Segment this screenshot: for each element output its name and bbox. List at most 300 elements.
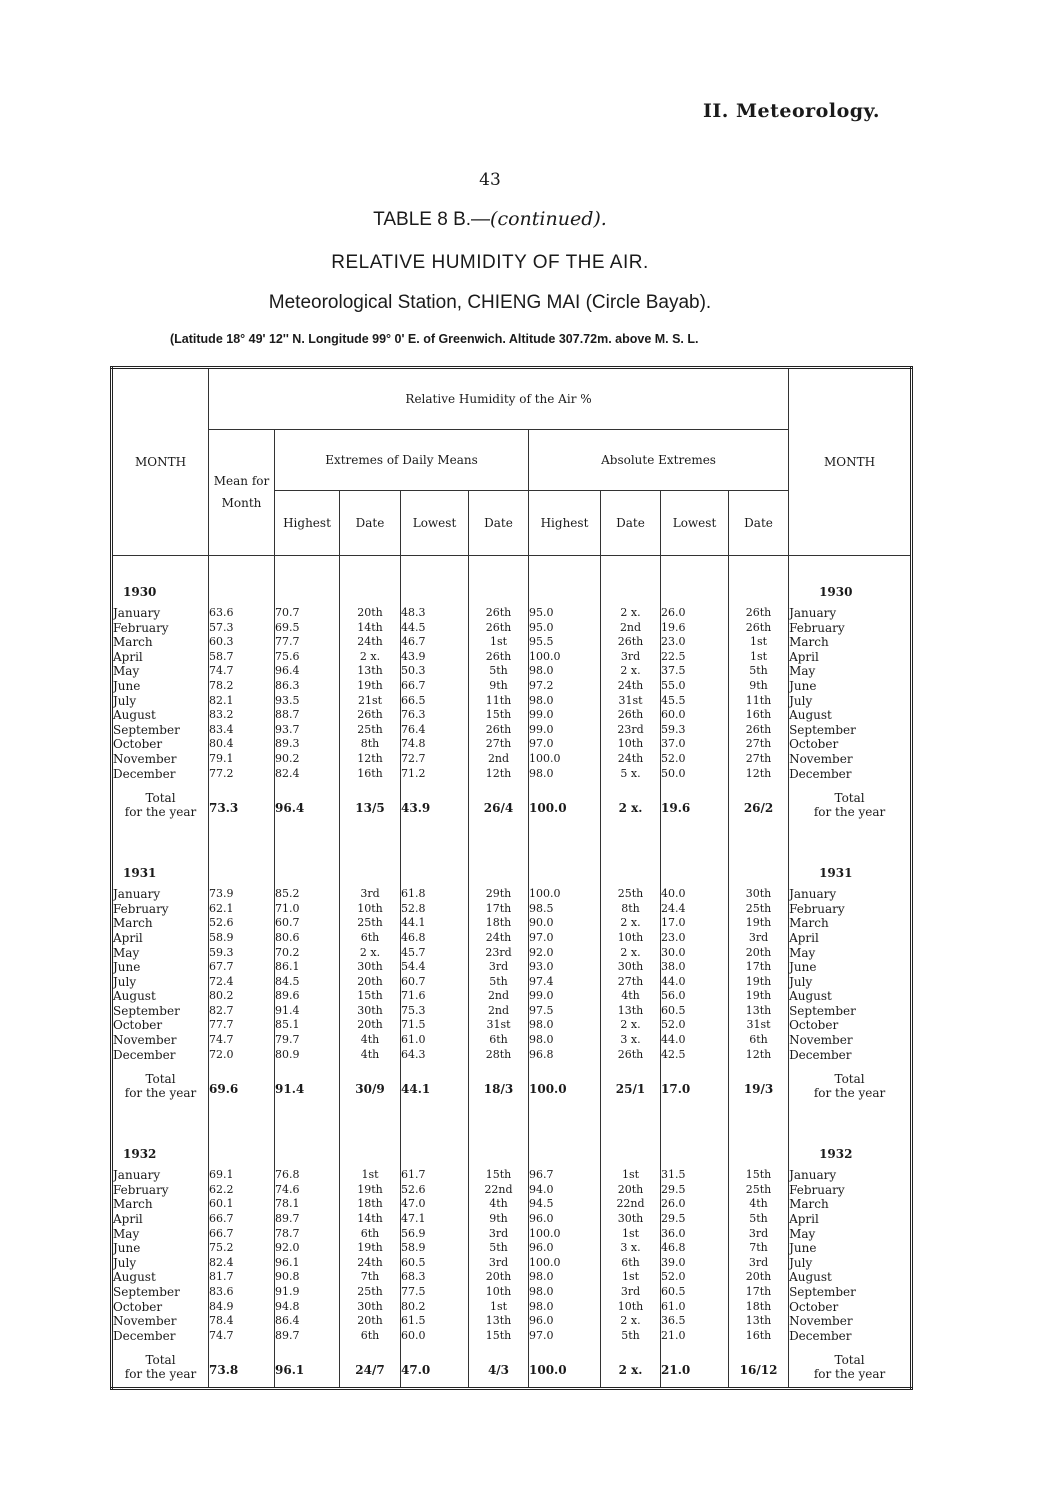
table-cell: 12th bbox=[745, 766, 772, 780]
year-spacer bbox=[661, 578, 728, 606]
table-cell: 23rd bbox=[485, 945, 512, 959]
month-label: April bbox=[113, 649, 143, 664]
table-cell: 1st bbox=[489, 1299, 508, 1313]
table-cell: 61.0 bbox=[401, 1033, 426, 1047]
month-label: February bbox=[789, 1182, 845, 1197]
month-label: July bbox=[113, 1255, 137, 1270]
header-ed-highest-date: Date bbox=[340, 491, 401, 556]
table-cell: 29.5 bbox=[661, 1182, 686, 1196]
table-cell: 20th bbox=[357, 974, 383, 988]
header-ed-highest: Highest bbox=[275, 491, 340, 556]
table-cell: 2 x. bbox=[620, 916, 641, 930]
table-cell: 24th bbox=[357, 1255, 383, 1269]
year-block-1931 bbox=[275, 859, 339, 1140]
year-block-1930 bbox=[275, 578, 339, 859]
header-month-left: MONTH bbox=[112, 368, 209, 556]
month-label: January bbox=[789, 1168, 837, 1183]
table-cell: 1st bbox=[621, 1270, 640, 1284]
table-cell: 24th bbox=[617, 678, 644, 692]
month-label: September bbox=[789, 1285, 856, 1299]
total-value: 100.0 bbox=[529, 1082, 567, 1097]
table-cell: 25th bbox=[617, 887, 644, 901]
table-cell: 7th bbox=[360, 1270, 380, 1284]
table-cell: 98.0 bbox=[529, 1270, 554, 1284]
table-cell: 18th bbox=[485, 916, 512, 930]
table-cell: 96.0 bbox=[529, 1212, 554, 1226]
year-gap bbox=[661, 825, 728, 859]
table-cell: 91.4 bbox=[275, 1003, 300, 1017]
table-cell: 2 x. bbox=[620, 1018, 641, 1032]
table-cell: 13th bbox=[745, 1003, 772, 1017]
table-cell: 6th bbox=[360, 1226, 380, 1240]
table-cell: 2 x. bbox=[620, 945, 641, 959]
table-cell: 86.1 bbox=[275, 960, 300, 974]
table-cell: 83.2 bbox=[209, 708, 234, 722]
year-spacer bbox=[209, 1140, 274, 1168]
table-cell: 82.7 bbox=[209, 1003, 234, 1017]
table-cell: 98.0 bbox=[529, 1018, 554, 1032]
table-cell: 8th bbox=[621, 901, 640, 915]
total-label bbox=[789, 1072, 910, 1106]
table-cell: 3rd bbox=[748, 1226, 769, 1240]
table-cell: 71.5 bbox=[401, 1018, 426, 1032]
year-label: 1931 bbox=[123, 866, 157, 881]
table-cell: 71.6 bbox=[401, 989, 426, 1003]
table-cell: 54.4 bbox=[401, 960, 426, 974]
table-cell: 19th bbox=[745, 916, 772, 930]
table-cell: 26th bbox=[357, 708, 383, 722]
total-label bbox=[113, 1353, 208, 1387]
year-block-1931 bbox=[469, 859, 528, 1140]
total-value: 91.4 bbox=[275, 1082, 305, 1097]
table-cell: 22nd bbox=[484, 1182, 513, 1196]
table-cell: 98.0 bbox=[529, 1285, 554, 1298]
table-cell: 6th bbox=[621, 1255, 640, 1269]
month-label: November bbox=[789, 1314, 853, 1329]
header-absolute-extremes: Absolute Extremes bbox=[529, 430, 789, 491]
year-gap bbox=[275, 825, 339, 859]
month-label: August bbox=[113, 1270, 156, 1285]
table-cell: 16th bbox=[357, 766, 383, 780]
table-cell: 93.7 bbox=[275, 722, 300, 736]
table-cell: 44.5 bbox=[401, 620, 426, 634]
table-cell: 43.9 bbox=[401, 649, 426, 663]
table-cell: 30th bbox=[357, 960, 383, 974]
table-cell: 37.5 bbox=[661, 664, 686, 678]
month-label: July bbox=[789, 1255, 813, 1270]
table-cell: 90.8 bbox=[275, 1270, 300, 1284]
total-value: 69.6 bbox=[209, 1082, 239, 1097]
table-cell: 47.0 bbox=[401, 1197, 426, 1211]
year-block-1932 bbox=[401, 1140, 468, 1387]
table-cell: 25th bbox=[357, 1285, 383, 1298]
year-block-1931 bbox=[401, 859, 468, 1140]
table-cell: 83.6 bbox=[209, 1285, 234, 1298]
year-gap bbox=[340, 825, 400, 859]
month-label: July bbox=[113, 974, 137, 989]
month-label: August bbox=[789, 1270, 832, 1285]
year-gap bbox=[275, 1106, 339, 1140]
year-block-1931 bbox=[113, 859, 208, 1140]
table-cell: 10th bbox=[357, 901, 383, 915]
table-cell: 80.2 bbox=[209, 989, 234, 1003]
year-label: 1930 bbox=[123, 585, 157, 599]
col-ab-highest-date bbox=[601, 556, 661, 1389]
table-cell: 21.0 bbox=[661, 1328, 686, 1342]
table-cell: 28th bbox=[485, 1047, 512, 1061]
year-spacer bbox=[469, 859, 528, 887]
total-value: 24/7 bbox=[355, 1363, 385, 1378]
table-cell: 24th bbox=[485, 930, 512, 944]
table-cell: 71.2 bbox=[401, 766, 426, 780]
table-cell: 77.5 bbox=[401, 1285, 426, 1298]
month-label: March bbox=[789, 635, 829, 650]
table-cell: 98.0 bbox=[529, 693, 554, 707]
total-value: 43.9 bbox=[401, 801, 431, 816]
month-label: October bbox=[789, 1018, 839, 1033]
year-spacer bbox=[529, 859, 600, 887]
month-label: April bbox=[789, 1212, 819, 1227]
year-block-1930 bbox=[113, 578, 208, 859]
table-cell: 76.4 bbox=[401, 722, 426, 736]
year-gap bbox=[729, 825, 788, 859]
table-cell: 10th bbox=[617, 737, 644, 751]
table-cell: 92.0 bbox=[529, 945, 554, 959]
table-cell: 80.9 bbox=[275, 1047, 300, 1061]
table-cell: 50.3 bbox=[401, 664, 426, 678]
year-gap bbox=[529, 1106, 600, 1140]
year-label: 1931 bbox=[819, 866, 853, 881]
table-cell: 13th bbox=[745, 1314, 772, 1328]
table-cell: 9th bbox=[489, 678, 508, 692]
year-gap bbox=[401, 825, 468, 859]
table-cell: 59.3 bbox=[661, 722, 686, 736]
table-cell: 95.0 bbox=[529, 620, 554, 634]
table-cell: 26th bbox=[485, 606, 512, 619]
table-cell: 4th bbox=[360, 1033, 380, 1047]
table-cell: 6th bbox=[360, 930, 380, 944]
table-cell: 96.7 bbox=[529, 1168, 554, 1182]
month-label: January bbox=[113, 606, 161, 620]
table-cell: 20th bbox=[357, 1314, 383, 1328]
table-cell: 26.0 bbox=[661, 1197, 686, 1211]
total-label-line1: Total bbox=[145, 1072, 176, 1087]
table-cell: 86.4 bbox=[275, 1314, 300, 1328]
col-ed-lowest-date bbox=[469, 556, 529, 1389]
table-cell: 5th bbox=[489, 974, 508, 988]
table-cell: 11th bbox=[745, 693, 772, 707]
table-cell: 18th bbox=[357, 1197, 383, 1211]
col-ed-highest bbox=[275, 556, 340, 1389]
total-value: 96.1 bbox=[275, 1363, 305, 1378]
table-cell: 20th bbox=[485, 1270, 512, 1284]
table-cell: 100.0 bbox=[529, 1226, 561, 1240]
year-block-1932 bbox=[729, 1140, 788, 1387]
table-cell: 31st bbox=[618, 693, 643, 707]
year-block-1931 bbox=[661, 859, 728, 1140]
table-cell: 24.4 bbox=[661, 901, 686, 915]
table-cell: 4th bbox=[621, 989, 640, 1003]
table-cell: 98.0 bbox=[529, 1299, 554, 1313]
table-cell: 1st bbox=[749, 649, 768, 663]
month-label: July bbox=[789, 693, 813, 708]
table-cell: 47.1 bbox=[401, 1212, 426, 1226]
table-cell: 70.7 bbox=[275, 606, 300, 619]
month-label: September bbox=[113, 722, 180, 737]
table-cell: 58.9 bbox=[401, 1241, 426, 1255]
table-cell: 5th bbox=[489, 664, 508, 678]
total-label-line1: Total bbox=[145, 791, 176, 806]
table-cell: 97.0 bbox=[529, 1328, 554, 1342]
year-gap bbox=[789, 1106, 910, 1140]
table-cell: 75.2 bbox=[209, 1241, 234, 1255]
year-spacer bbox=[729, 859, 788, 887]
year-block-1930 bbox=[340, 578, 400, 859]
year-gap bbox=[529, 825, 600, 859]
month-label: February bbox=[113, 901, 169, 916]
section-header: II. Meteorology. bbox=[703, 100, 880, 122]
table-cell: 94.8 bbox=[275, 1299, 300, 1313]
month-label: April bbox=[789, 930, 819, 945]
year-block-1930 bbox=[729, 578, 788, 859]
year-spacer bbox=[469, 1140, 528, 1168]
year-spacer bbox=[729, 578, 788, 606]
month-label: May bbox=[789, 945, 816, 960]
table-title-continued: (continued). bbox=[490, 208, 607, 230]
month-label: February bbox=[789, 620, 845, 635]
table-cell: 82.4 bbox=[275, 766, 300, 780]
total-label bbox=[113, 791, 208, 825]
table-cell: 2 x. bbox=[620, 664, 641, 678]
table-cell: 26th bbox=[617, 635, 644, 649]
header-ed-lowest-date: Date bbox=[469, 491, 529, 556]
year-spacer bbox=[275, 1140, 339, 1168]
table-cell: 91.9 bbox=[275, 1285, 300, 1298]
month-label: April bbox=[789, 649, 819, 664]
table-cell: 96.0 bbox=[529, 1314, 554, 1328]
table-cell: 55.0 bbox=[661, 678, 686, 692]
col-ed-lowest bbox=[401, 556, 469, 1389]
table-body bbox=[112, 556, 912, 1389]
header-ed-lowest: Lowest bbox=[401, 491, 469, 556]
table-subtitle: RELATIVE HUMIDITY OF THE AIR. bbox=[331, 252, 649, 273]
year-gap bbox=[729, 1106, 788, 1140]
table-cell: 60.3 bbox=[209, 635, 234, 649]
table-cell: 30.0 bbox=[661, 945, 686, 959]
month-label: November bbox=[789, 1033, 853, 1048]
table-cell: 68.3 bbox=[401, 1270, 426, 1284]
table-cell: 77.7 bbox=[209, 1018, 234, 1032]
table-cell: 84.5 bbox=[275, 974, 300, 988]
year-block-1931 bbox=[209, 859, 274, 1140]
table-cell: 3rd bbox=[488, 1255, 509, 1269]
table-cell: 2 x. bbox=[359, 945, 381, 959]
table-cell: 97.0 bbox=[529, 737, 554, 751]
table-cell: 76.8 bbox=[275, 1168, 300, 1182]
month-label: May bbox=[789, 664, 816, 679]
total-value: 26/4 bbox=[483, 801, 514, 816]
year-spacer bbox=[661, 859, 728, 887]
year-gap bbox=[601, 825, 660, 859]
table-cell: 95.5 bbox=[529, 635, 554, 649]
total-label-line1: Total bbox=[834, 791, 865, 806]
col-ab-lowest bbox=[661, 556, 729, 1389]
total-value: 100.0 bbox=[529, 1363, 567, 1378]
table-cell: 46.8 bbox=[401, 930, 426, 944]
header-ab-highest-date: Date bbox=[601, 491, 661, 556]
table-cell: 12th bbox=[745, 1047, 772, 1061]
month-label: October bbox=[113, 1299, 163, 1314]
year-block-1932 bbox=[789, 1140, 910, 1387]
month-label: May bbox=[113, 664, 140, 679]
table-cell: 60.5 bbox=[661, 1003, 686, 1017]
header-month-right: MONTH bbox=[789, 368, 912, 556]
total-value: 2 x. bbox=[618, 801, 643, 816]
col-ab-lowest-date bbox=[729, 556, 789, 1389]
table-cell: 19th bbox=[357, 678, 383, 692]
total-label-line2: for the year bbox=[124, 1086, 197, 1101]
table-cell: 23.0 bbox=[661, 930, 686, 944]
table-cell: 31st bbox=[746, 1018, 771, 1032]
year-spacer bbox=[601, 1140, 660, 1168]
table-cell: 73.9 bbox=[209, 887, 234, 901]
table-cell: 2 x. bbox=[620, 606, 641, 619]
table-cell: 78.4 bbox=[209, 1314, 234, 1328]
total-value: 2 x. bbox=[618, 1363, 643, 1378]
total-value: 30/9 bbox=[355, 1082, 385, 1097]
table-cell: 82.1 bbox=[209, 693, 234, 707]
table-cell: 40.0 bbox=[661, 887, 686, 901]
table-cell: 60.5 bbox=[401, 1255, 426, 1269]
table-cell: 58.7 bbox=[209, 649, 234, 663]
table-cell: 61.0 bbox=[661, 1299, 686, 1313]
month-label: February bbox=[113, 1182, 169, 1197]
month-label: September bbox=[789, 722, 856, 737]
table-cell: 59.3 bbox=[209, 945, 234, 959]
year-gap bbox=[113, 1106, 208, 1140]
table-cell: 97.0 bbox=[529, 930, 554, 944]
table-cell: 15th bbox=[485, 708, 512, 722]
month-label: December bbox=[789, 766, 852, 781]
table-cell: 99.0 bbox=[529, 722, 554, 736]
table-cell: 26th bbox=[745, 606, 772, 619]
table-cell: 2nd bbox=[619, 620, 642, 634]
table-cell: 52.6 bbox=[209, 916, 234, 930]
table-cell: 15th bbox=[485, 1328, 512, 1342]
table-cell: 52.0 bbox=[661, 1018, 686, 1032]
table-cell: 74.7 bbox=[209, 1033, 234, 1047]
month-label: December bbox=[789, 1047, 852, 1062]
table-cell: 25th bbox=[745, 901, 772, 915]
col-month-right bbox=[789, 556, 912, 1389]
year-block-1930 bbox=[601, 578, 660, 859]
table-cell: 85.1 bbox=[275, 1018, 300, 1032]
table-cell: 22.5 bbox=[661, 649, 686, 663]
table-cell: 17th bbox=[745, 960, 772, 974]
table-cell: 4th bbox=[749, 1197, 768, 1211]
table-cell: 60.0 bbox=[661, 708, 686, 722]
header-ab-lowest: Lowest bbox=[661, 491, 729, 556]
year-spacer bbox=[529, 578, 600, 606]
year-spacer bbox=[729, 1140, 788, 1168]
table-cell: 72.0 bbox=[209, 1047, 234, 1061]
table-cell: 20th bbox=[357, 1018, 383, 1032]
table-cell: 77.2 bbox=[209, 766, 234, 780]
table-cell: 100.0 bbox=[529, 887, 561, 901]
month-label: November bbox=[789, 751, 853, 766]
table-cell: 31.5 bbox=[661, 1168, 686, 1182]
month-label: June bbox=[789, 1241, 817, 1256]
table-cell: 82.4 bbox=[209, 1255, 234, 1269]
total-label-line1: Total bbox=[834, 1072, 865, 1087]
table-cell: 60.0 bbox=[401, 1328, 426, 1342]
total-label-line2: for the year bbox=[813, 1086, 886, 1101]
table-cell: 95.0 bbox=[529, 606, 554, 619]
table-cell: 44.0 bbox=[661, 974, 686, 988]
table-cell: 2nd bbox=[487, 989, 510, 1003]
table-cell: 16th bbox=[745, 1328, 772, 1342]
total-value: 4/3 bbox=[487, 1363, 510, 1378]
month-label: August bbox=[113, 989, 156, 1004]
table-cell: 25th bbox=[357, 722, 383, 736]
table-cell: 62.2 bbox=[209, 1182, 234, 1196]
table-cell: 26th bbox=[617, 1047, 644, 1061]
table-cell: 11th bbox=[485, 693, 512, 707]
table-cell: 6th bbox=[489, 1033, 508, 1047]
table-cell: 66.5 bbox=[401, 693, 426, 707]
table-cell: 61.7 bbox=[401, 1168, 426, 1182]
table-cell: 1st bbox=[489, 635, 508, 649]
month-label: December bbox=[789, 1328, 852, 1343]
table-cell: 81.7 bbox=[209, 1270, 234, 1284]
table-cell: 74.7 bbox=[209, 664, 234, 678]
month-label: June bbox=[113, 678, 141, 693]
table-cell: 74.7 bbox=[209, 1328, 234, 1342]
total-value: 100.0 bbox=[529, 801, 567, 816]
table-cell: 42.5 bbox=[661, 1047, 686, 1061]
table-cell: 75.3 bbox=[401, 1003, 426, 1017]
year-spacer bbox=[601, 859, 660, 887]
table-cell: 13th bbox=[485, 1314, 512, 1328]
year-gap bbox=[113, 825, 208, 859]
table-cell: 67.7 bbox=[209, 960, 234, 974]
month-label: December bbox=[113, 766, 176, 781]
year-gap bbox=[401, 1106, 468, 1140]
table-cell: 10th bbox=[617, 930, 644, 944]
table-cell: 56.0 bbox=[661, 989, 686, 1003]
table-cell: 38.0 bbox=[661, 960, 686, 974]
table-cell: 26th bbox=[485, 722, 512, 736]
year-spacer bbox=[209, 578, 274, 606]
table-cell: 100.0 bbox=[529, 751, 561, 765]
table-cell: 6th bbox=[360, 1328, 380, 1342]
total-value: 25/1 bbox=[615, 1082, 646, 1097]
table-cell: 26th bbox=[485, 649, 512, 663]
year-gap bbox=[601, 1106, 660, 1140]
year-spacer bbox=[469, 578, 528, 606]
table-cell: 60.7 bbox=[401, 974, 426, 988]
table-cell: 70.2 bbox=[275, 945, 300, 959]
table-cell: 19th bbox=[357, 1241, 383, 1255]
month-label: April bbox=[113, 1212, 143, 1227]
table-cell: 20th bbox=[617, 1182, 644, 1196]
table-cell: 8th bbox=[360, 737, 380, 751]
table-cell: 66.7 bbox=[209, 1212, 234, 1226]
table-cell: 89.7 bbox=[275, 1212, 300, 1226]
table-cell: 15th bbox=[357, 989, 383, 1003]
month-label: June bbox=[113, 1241, 141, 1256]
table-cell: 12th bbox=[485, 766, 512, 780]
